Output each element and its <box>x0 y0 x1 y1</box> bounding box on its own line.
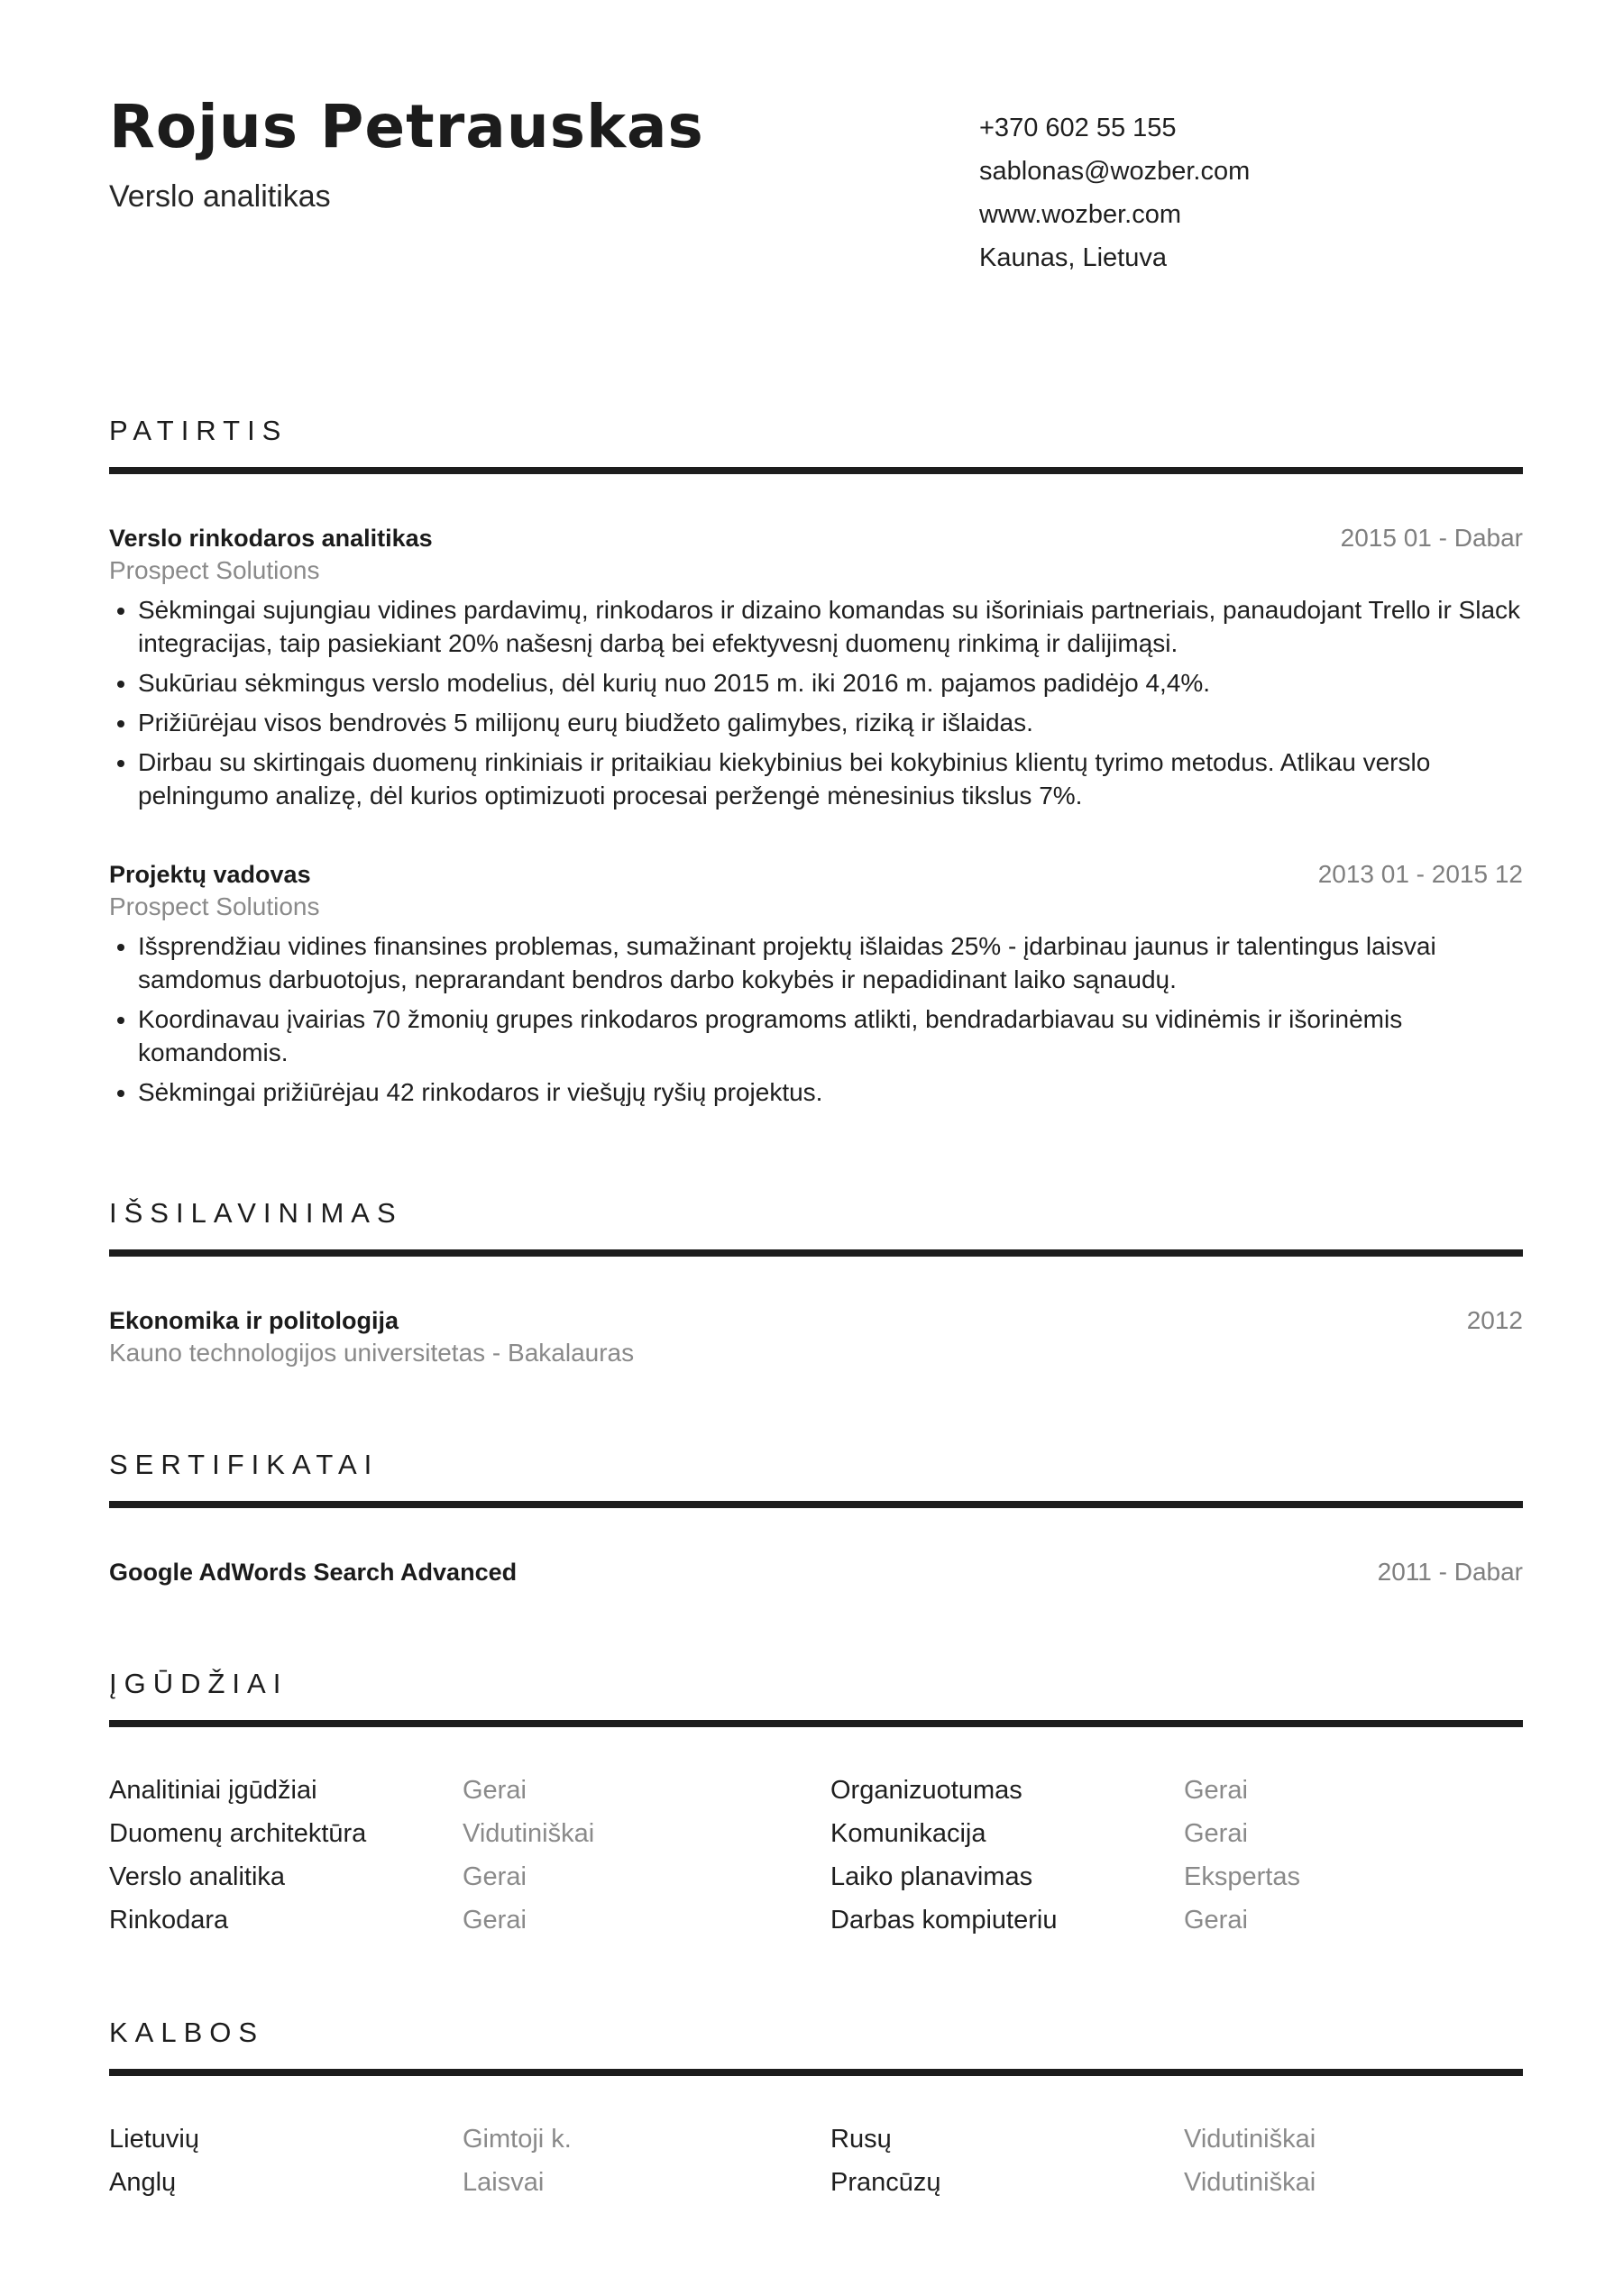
skill-level: Gerai <box>1184 1906 1248 1935</box>
skill-level: Gerai <box>463 1776 527 1805</box>
section-divider <box>109 2069 1523 2076</box>
skill-level: Vidutiniškai <box>463 1819 595 1848</box>
section-divider <box>109 1501 1523 1508</box>
certificate-name: Google AdWords Search Advanced <box>109 1559 518 1586</box>
skill-name: Organizuotumas <box>830 1776 1022 1805</box>
skill-level: Gerai <box>1184 1819 1248 1848</box>
job-date: 2015 01 - Dabar <box>1340 524 1523 552</box>
section-divider <box>109 1720 1523 1727</box>
skills-row <box>109 1772 1523 1816</box>
language-name: Rusų <box>830 2125 892 2154</box>
section-title-education: IŠSILAVINIMAS <box>109 1197 403 1229</box>
skill-name: Duomenų architektūra <box>109 1819 367 1848</box>
skill-name: Laiko planavimas <box>830 1862 1033 1891</box>
experience-section <box>109 416 1523 1115</box>
education-degree: Ekonomika ir politologija <box>109 1307 399 1334</box>
skill-name: Verslo analitika <box>109 1862 286 1891</box>
skill-name: Darbas kompiuteriu <box>830 1906 1058 1935</box>
job-bullet: • Sukūriau sėkmingus verslo modelius, dėl kurių nuo 2015 m. iki 2016 m. pajamos padidėjo 4,4%. <box>138 666 1523 700</box>
job-bullet: • Koordinavau įvairias 70 žmonių grupes rinkodaros programoms atlikti, bendradarbiavau su vidinėmis ir išorinėmis komandomis. <box>138 1002 1523 1069</box>
job-title: Projektų vadovas <box>109 861 311 888</box>
certificate-date: 2011 - Dabar <box>1377 1558 1523 1586</box>
certificate-entry <box>109 1557 1523 1587</box>
certificates-section <box>109 1450 1523 1587</box>
section-title-experience: PATIRTIS <box>109 415 289 446</box>
skills-row <box>109 1859 1523 1902</box>
skill-level: Gerai <box>463 1906 527 1935</box>
languages-row <box>109 2164 1523 2208</box>
language-level: Laisvai <box>463 2168 545 2197</box>
languages-section <box>109 2018 1523 2208</box>
skill-name: Rinkodara <box>109 1906 229 1935</box>
education-year: 2012 <box>1466 1306 1523 1334</box>
job-bullet: • Sėkmingai prižiūrėjau 42 rinkodaros ir viešųjų ryšių projektus. <box>138 1075 1523 1109</box>
job-company: Prospect Solutions <box>109 892 320 920</box>
languages-row <box>109 2121 1523 2164</box>
job-entry <box>109 523 1523 812</box>
section-title-languages: KALBOS <box>109 2017 265 2048</box>
language-level: Gimtoji k. <box>463 2125 572 2154</box>
language-level: Vidutiniškai <box>1184 2125 1316 2154</box>
language-level: Vidutiniškai <box>1184 2168 1316 2197</box>
job-date: 2013 01 - 2015 12 <box>1317 860 1523 888</box>
section-divider <box>109 467 1523 474</box>
job-bullets <box>109 929 1523 1109</box>
skill-level: Gerai <box>1184 1776 1248 1805</box>
candidate-name: Rojus Petrauskas <box>109 92 704 161</box>
skill-name: Analitiniai įgūdžiai <box>109 1776 317 1805</box>
contact-block <box>979 106 1520 279</box>
candidate-role: Verslo analitikas <box>109 179 331 214</box>
job-bullet: • Dirbau su skirtingais duomenų rinkiniais ir pritaikiau kiekybinius bei kokybinius klientų tyrimo metodus. Atlikau verslo pelningumo analizę, dėl kurios optimizuoti procesai peržengė mėnesinius tikslus 7%. <box>138 746 1523 812</box>
job-bullets <box>109 593 1523 812</box>
contact-email: sablonas@wozber.com <box>979 157 1251 186</box>
education-section <box>109 1199 1523 1370</box>
contact-website: www.wozber.com <box>979 200 1182 229</box>
skill-level: Gerai <box>463 1862 527 1891</box>
section-divider <box>109 1249 1523 1257</box>
skills-row <box>109 1816 1523 1859</box>
section-title-certificates: SERTIFIKATAI <box>109 1449 380 1480</box>
skills-grid <box>109 1772 1523 1945</box>
education-entry <box>109 1305 1523 1370</box>
skill-level: Ekspertas <box>1184 1862 1300 1891</box>
language-name: Anglų <box>109 2168 177 2197</box>
skill-name: Komunikacija <box>830 1819 986 1848</box>
skills-row <box>109 1902 1523 1945</box>
section-title-skills: ĮGŪDŽIAI <box>109 1668 289 1699</box>
job-entry <box>109 859 1523 1109</box>
skills-section <box>109 1669 1523 1945</box>
language-name: Lietuvių <box>109 2125 199 2154</box>
contact-phone: +370 602 55 155 <box>979 114 1177 142</box>
languages-grid <box>109 2121 1523 2208</box>
job-bullet: • Prižiūrėjau visos bendrovės 5 milijonų eurų biudžeto galimybes, riziką ir išlaidas. <box>138 706 1523 739</box>
job-bullet: • Sėkmingai sujungiau vidines pardavimų, rinkodaros ir dizaino komandas su išoriniais partneriais, panaudojant Trello ir Slack integracijas, taip pasiekiant 20% našesnį darbą bei efektyvesnį duomenų rinkimą ir dalijimąsi. <box>138 593 1523 660</box>
education-school: Kauno technologijos universitetas - Bakalauras <box>109 1339 635 1367</box>
job-bullet: • Išsprendžiau vidines finansines problemas, sumažinant projektų išlaidas 25% - įdarbinau jaunus ir talentingus laisvai samdomus darbuotojus, neprarandant bendros darbo kokybės ir nepadidinant laiko sąnaudų. <box>138 929 1523 996</box>
language-name: Prancūzų <box>830 2168 941 2197</box>
contact-location: Kaunas, Lietuva <box>979 243 1167 272</box>
job-title: Verslo rinkodaros analitikas <box>109 525 433 552</box>
job-company: Prospect Solutions <box>109 556 320 584</box>
